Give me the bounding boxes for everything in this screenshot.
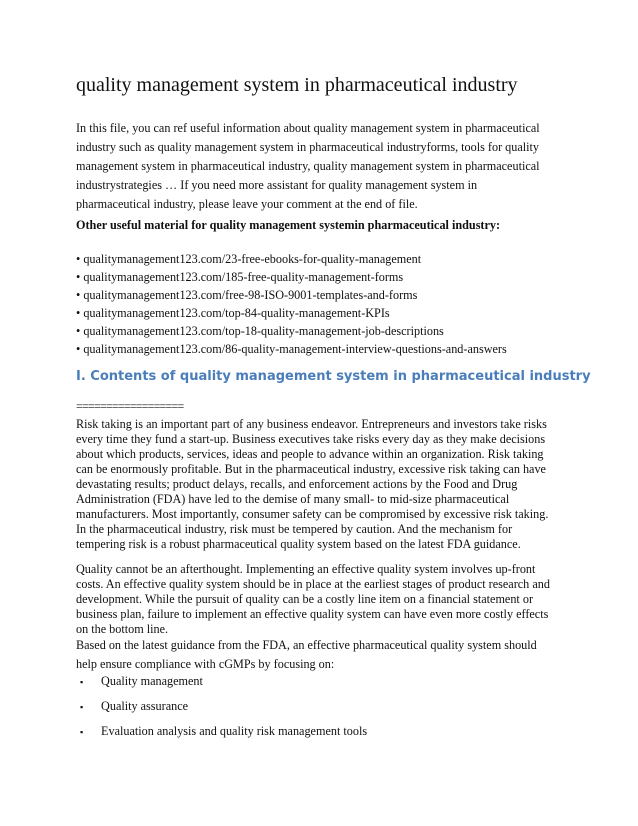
paragraph-line: help ensure compliance with cGMPs by focusing on:: [76, 657, 335, 671]
document-title: quality management system in pharmaceutical industry: [76, 74, 518, 96]
focus-item-label: Quality management: [101, 674, 203, 688]
paragraph-line: Quality cannot be an afterthought. Implementing an effective quality system involves up-front: [76, 562, 536, 576]
paragraph-line: development. While the pursuit of quality can be a costly line item on a financial statement or: [76, 592, 534, 606]
resource-link[interactable]: • qualitymanagement123.com/top-18-quality-management-job-descriptions: [76, 322, 507, 340]
resource-link-list: [76, 250, 507, 358]
focus-item-label: Quality assurance: [101, 699, 189, 713]
paragraph-line: business plan, failure to implement an effective quality system can have even more costly effects: [76, 607, 549, 621]
focus-item: [80, 719, 367, 744]
square-bullet-icon: ▪: [80, 702, 84, 712]
paragraph-line: tempering risk is a robust pharmaceutical quality system based on the latest FDA guidance.: [76, 537, 521, 551]
resource-link[interactable]: • qualitymanagement123.com/185-free-quality-management-forms: [76, 268, 507, 286]
paragraph-line: Risk taking is an important part of any business endeavor. Entrepreneurs and investors take risks: [76, 417, 547, 431]
paragraph-line: costs. An effective quality system should be in place at the earliest stages of product research and: [76, 577, 550, 591]
paragraph-line: Administration (FDA) have led to the demise of many small- to mid-size pharmaceutical: [76, 492, 510, 506]
paragraph-line: about which products, services, ideas and people to advance within an organization. Risk taking: [76, 447, 544, 461]
square-bullet-icon: ▪: [80, 727, 84, 737]
paragraph-line: Based on the latest guidance from the FDA, an effective pharmaceutical quality system should: [76, 638, 537, 652]
square-bullet-icon: ▪: [80, 677, 84, 687]
intro-line: In this file, you can ref useful information about quality management system in pharmaceutical: [76, 121, 540, 135]
resource-link[interactable]: • qualitymanagement123.com/free-98-ISO-9001-templates-and-forms: [76, 286, 507, 304]
resource-link[interactable]: • qualitymanagement123.com/23-free-ebooks-for-quality-management: [76, 250, 507, 268]
text-divider: ==================: [76, 399, 184, 413]
paragraph-line: manufacturers. Most importantly, consumer safety can be compromised by excessive risk taking.: [76, 507, 549, 521]
intro-line: industrystrategies … If you need more assistant for quality management system in: [76, 178, 478, 192]
intro-line: industry such as quality management system in pharmaceutical industryforms, tools for quality: [76, 140, 540, 154]
intro-paragraph: [76, 119, 566, 214]
resource-link[interactable]: • qualitymanagement123.com/86-quality-management-interview-questions-and-answers: [76, 340, 507, 358]
focus-item-label: Evaluation analysis and quality risk management tools: [101, 724, 368, 738]
quality-paragraph: [76, 562, 566, 637]
resource-link[interactable]: • qualitymanagement123.com/top-84-quality-management-KPIs: [76, 304, 507, 322]
focus-item: [80, 669, 367, 694]
paragraph-line: devastating results; product delays, recalls, and enforcement actions by the Food and Drug: [76, 477, 518, 491]
section-heading-contents: I. Contents of quality management system in pharmaceutical industry: [76, 369, 591, 384]
risk-paragraph: [76, 417, 566, 552]
intro-line: pharmaceutical industry, please leave your comment at the end of file.: [76, 197, 418, 211]
focus-list: [80, 669, 367, 744]
other-material-heading: Other useful material for quality management systemin pharmaceutical industry:: [76, 218, 501, 232]
intro-line: management system in pharmaceutical industry, quality management system in pharmaceutical: [76, 159, 540, 173]
paragraph-line: every time they fund a start-up. Business executives take risks every day as they make decisions: [76, 432, 546, 446]
paragraph-line: on the bottom line.: [76, 622, 169, 636]
focus-item: [80, 694, 367, 719]
paragraph-line: can be enormously profitable. But in the pharmaceutical industry, excessive risk taking can have: [76, 462, 546, 476]
paragraph-line: In the pharmaceutical industry, risk must be tempered by caution. And the mechanism for: [76, 522, 513, 536]
